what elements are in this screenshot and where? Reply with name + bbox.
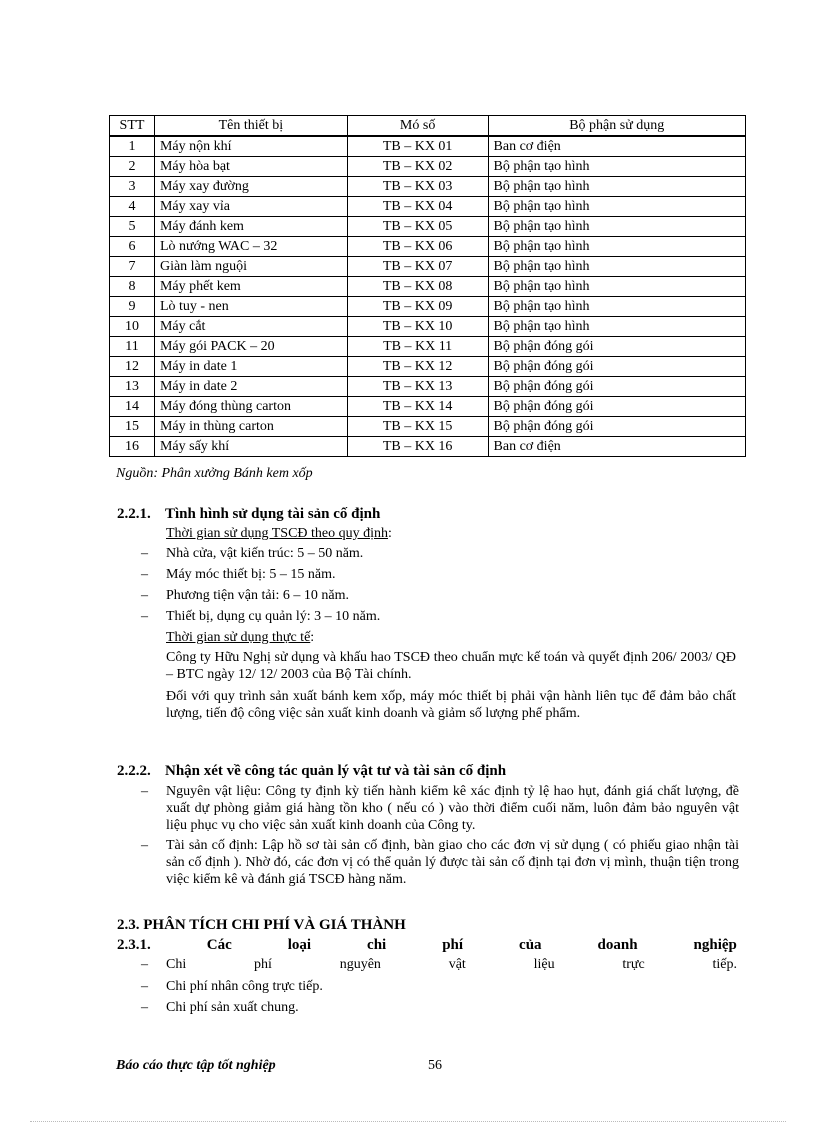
- cell-stt: 10: [110, 317, 155, 337]
- cell-department: Bộ phận tạo hình: [488, 317, 745, 337]
- cell-department: Bộ phận tạo hình: [488, 197, 745, 217]
- list-item: – Nhà cửa, vật kiến trúc: 5 – 50 năm.: [141, 546, 364, 561]
- cell-department: Bộ phận tạo hình: [488, 177, 745, 197]
- cell-code: TB – KX 15: [347, 417, 488, 437]
- cell-department: Bộ phận tạo hình: [488, 277, 745, 297]
- table-row: [110, 237, 746, 257]
- subheading-text: Thời gian sử dụng TSCĐ theo quy định: [166, 526, 389, 541]
- header-stt: STT: [110, 116, 155, 137]
- cell-stt: 4: [110, 197, 155, 217]
- list-item: – Thiết bị, dụng cụ quản lý: 3 – 10 năm.: [141, 609, 381, 624]
- dash-bullet-icon: –: [141, 784, 148, 799]
- cell-department: Bộ phận đóng gói: [488, 377, 745, 397]
- dash-bullet-icon: –: [141, 979, 148, 994]
- cell-equipment-name: Máy in thùng carton: [154, 417, 347, 437]
- list-item: – Nguyên vật liệu: Công ty định kỳ tiến hành kiểm kê xác định tỷ lệ hao hụt, đánh giá chất lượng, đề xuất dự phòng giảm giá hàng tồn kho ( nếu có ) vào thời điểm cuối năm, luôn đảm bảo nguyên vật liệu phục vụ cho việc sản xuất kinh doanh của Công ty.: [141, 784, 739, 833]
- subheading-colon: :: [388, 526, 392, 541]
- list-item: – Máy móc thiết bị: 5 – 15 năm.: [141, 567, 336, 582]
- cell-department: Bộ phận tạo hình: [488, 257, 745, 277]
- management-remarks-list: [141, 783, 739, 891]
- cell-equipment-name: Máy đánh kem: [154, 217, 347, 237]
- cell-equipment-name: Máy gói PACK – 20: [154, 337, 347, 357]
- dash-bullet-icon: –: [141, 588, 148, 603]
- cell-code: TB – KX 04: [347, 197, 488, 217]
- section-title: Nhận xét về công tác quản lý vật tư và tài sản cố định: [165, 763, 507, 779]
- cell-stt: 7: [110, 257, 155, 277]
- section-2-3-heading: 2.3. PHÂN TÍCH CHI PHÍ VÀ GIÁ THÀNH: [117, 917, 406, 933]
- actual-usage-paragraph-2: Đối với quy trình sản xuất bánh kem xốp, máy móc thiết bị phải vận hành liên tục để đảm bảo chất lượng, tiến độ công việc sản xuất kinh doanh và giảm số lượng phế phẩm.: [166, 689, 736, 721]
- cell-code: TB – KX 01: [347, 136, 488, 157]
- dash-bullet-icon: –: [141, 567, 148, 582]
- cell-code: TB – KX 05: [347, 217, 488, 237]
- dash-bullet-icon: –: [141, 1000, 148, 1015]
- cell-stt: 8: [110, 277, 155, 297]
- cell-stt: 9: [110, 297, 155, 317]
- cell-stt: 2: [110, 157, 155, 177]
- table-row: [110, 217, 746, 237]
- dash-bullet-icon: –: [141, 957, 148, 972]
- dash-bullet-icon: –: [141, 838, 148, 853]
- table-row: [110, 337, 746, 357]
- cell-equipment-name: Máy phết kem: [154, 277, 347, 297]
- cell-code: TB – KX 02: [347, 157, 488, 177]
- list-item: [141, 957, 737, 973]
- list-item: – Chi phí sản xuất chung.: [141, 1000, 299, 1015]
- section-title: Tình hình sử dụng tài sản cố định: [165, 506, 381, 522]
- cell-stt: 15: [110, 417, 155, 437]
- cell-code: TB – KX 03: [347, 177, 488, 197]
- equipment-table: [109, 115, 746, 457]
- regulated-usage-time-label: [166, 526, 392, 542]
- cell-stt: 1: [110, 136, 155, 157]
- cell-equipment-name: Máy xay vỉa: [154, 197, 347, 217]
- justified-bullet-text: Chi phí nguyên vật liệu trực tiếp.: [166, 957, 737, 972]
- table-row: [110, 277, 746, 297]
- cell-department: Bộ phận tạo hình: [488, 237, 745, 257]
- table-row: [110, 357, 746, 377]
- table-body: [110, 136, 746, 457]
- cell-equipment-name: Máy cắt: [154, 317, 347, 337]
- page-number: 56: [428, 1058, 442, 1073]
- cell-equipment-name: Giàn làm nguội: [154, 257, 347, 277]
- table-row: [110, 417, 746, 437]
- cell-code: TB – KX 07: [347, 257, 488, 277]
- cell-equipment-name: Máy in date 1: [154, 357, 347, 377]
- header-department: Bộ phận sử dụng: [488, 116, 745, 137]
- table-row: [110, 317, 746, 337]
- footer-divider: [30, 1121, 786, 1122]
- cell-code: TB – KX 12: [347, 357, 488, 377]
- section-number: 2.2.2.: [117, 763, 151, 779]
- table-header-row: [110, 116, 746, 137]
- header-equipment-name: Tên thiết bị: [154, 116, 347, 137]
- cell-code: TB – KX 06: [347, 237, 488, 257]
- table-row: [110, 136, 746, 157]
- cell-equipment-name: Máy xay đường: [154, 177, 347, 197]
- cell-stt: 16: [110, 437, 155, 457]
- header-code: Mó số: [347, 116, 488, 137]
- section-number: 2.2.1.: [117, 506, 151, 522]
- actual-usage-time-label: [166, 630, 314, 646]
- section-2-2-2-heading: [117, 763, 506, 780]
- cell-department: Ban cơ điện: [488, 437, 745, 457]
- cell-department: Bộ phận tạo hình: [488, 217, 745, 237]
- section-2-3-1-heading: 2.3.1. Các loại chi phí của doanh nghiệp: [117, 937, 737, 953]
- cell-equipment-name: Lò tuy - nen: [154, 297, 347, 317]
- cell-code: TB – KX 14: [347, 397, 488, 417]
- cell-department: Bộ phận đóng gói: [488, 337, 745, 357]
- cell-code: TB – KX 08: [347, 277, 488, 297]
- table-row: [110, 297, 746, 317]
- cell-department: Bộ phận đóng gói: [488, 417, 745, 437]
- table-row: [110, 377, 746, 397]
- list-item: – Chi phí nhân công trực tiếp.: [141, 979, 323, 994]
- cell-equipment-name: Máy hòa bạt: [154, 157, 347, 177]
- cell-department: Bộ phận tạo hình: [488, 297, 745, 317]
- cell-stt: 6: [110, 237, 155, 257]
- cell-equipment-name: Máy nộn khí: [154, 136, 347, 157]
- table-row: [110, 157, 746, 177]
- table-source-note: Nguồn: Phân xưởng Bánh kem xốp: [116, 466, 313, 481]
- cell-stt: 12: [110, 357, 155, 377]
- cell-equipment-name: Máy đóng thùng carton: [154, 397, 347, 417]
- cost-types-list: [141, 978, 739, 1020]
- table-row: [110, 177, 746, 197]
- dash-bullet-icon: –: [141, 546, 148, 561]
- cell-code: TB – KX 16: [347, 437, 488, 457]
- cell-department: Bộ phận đóng gói: [488, 397, 745, 417]
- actual-usage-paragraph-1: Công ty Hữu Nghị sử dụng và khấu hao TSCĐ theo chuẩn mực kế toán và quyết định 206/ 2003/ QĐ – BTC ngày 12/ 12/ 2003 của Bộ Tài chính.: [166, 650, 736, 682]
- list-item: – Tài sản cố định: Lập hồ sơ tài sản cố định, bàn giao cho các đơn vị sử dụng ( có phiếu giao nhận tài sản cố định ). Nhờ đó, các đơn vị có thể quản lý được tài sản cố định tại đơn vị mình, thuận tiện trong việc kiểm kê và đánh giá TSCĐ hàng năm.: [141, 838, 739, 887]
- cell-stt: 3: [110, 177, 155, 197]
- list-item: – Phương tiện vận tải: 6 – 10 năm.: [141, 588, 349, 603]
- table-row: [110, 397, 746, 417]
- cell-code: TB – KX 13: [347, 377, 488, 397]
- section-2-2-1-heading: [117, 506, 380, 523]
- subheading-colon: :: [310, 630, 315, 645]
- cell-department: Bộ phận đóng gói: [488, 357, 745, 377]
- cell-department: Ban cơ điện: [488, 136, 745, 157]
- cell-equipment-name: Máy in date 2: [154, 377, 347, 397]
- footer-report-title: Báo cáo thực tập tốt nghiệp: [116, 1058, 276, 1073]
- dash-bullet-icon: –: [141, 609, 148, 624]
- cell-stt: 13: [110, 377, 155, 397]
- cell-stt: 5: [110, 217, 155, 237]
- table-row: [110, 197, 746, 217]
- cell-department: Bộ phận tạo hình: [488, 157, 745, 177]
- cell-equipment-name: Máy sấy khí: [154, 437, 347, 457]
- table-row: [110, 437, 746, 457]
- subheading-text: Thời gian sử dụng thực tế: [166, 630, 311, 645]
- regulated-usage-list: [141, 545, 739, 629]
- cell-code: TB – KX 10: [347, 317, 488, 337]
- section-number: 2.3.1.: [117, 937, 151, 953]
- table-row: [110, 257, 746, 277]
- cell-stt: 14: [110, 397, 155, 417]
- cell-code: TB – KX 11: [347, 337, 488, 357]
- cell-stt: 11: [110, 337, 155, 357]
- cell-code: TB – KX 09: [347, 297, 488, 317]
- cell-equipment-name: Lò nướng WAC – 32: [154, 237, 347, 257]
